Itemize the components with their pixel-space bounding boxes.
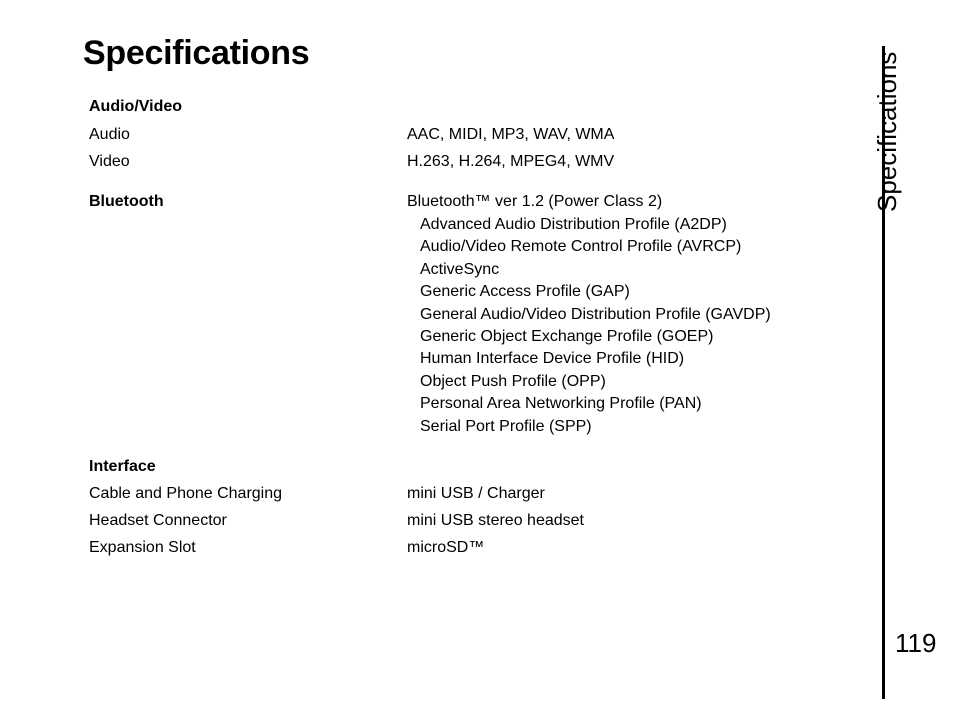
page-number: 119 bbox=[895, 628, 937, 658]
page-title: Specifications bbox=[83, 34, 310, 72]
bluetooth-profile-item: Generic Object Exchange Profile (GOEP) bbox=[420, 328, 714, 345]
section-heading-bluetooth: Bluetooth bbox=[89, 193, 164, 210]
spec-label-expansion-slot: Expansion Slot bbox=[89, 539, 196, 556]
bluetooth-profile-item: Serial Port Profile (SPP) bbox=[420, 418, 592, 435]
spec-value-headset-connector: mini USB stereo headset bbox=[407, 512, 584, 529]
section-heading-interface: Interface bbox=[89, 458, 156, 475]
section-heading-audio-video: Audio/Video bbox=[89, 98, 183, 115]
bluetooth-profile-item: Personal Area Networking Profile (PAN) bbox=[420, 395, 702, 412]
spec-label-audio: Audio bbox=[89, 126, 130, 143]
spec-label-cable-charging: Cable and Phone Charging bbox=[89, 485, 283, 502]
spec-label-video: Video bbox=[89, 153, 130, 170]
side-section-title: Specifications bbox=[872, 51, 902, 212]
spec-value-audio: AAC, MIDI, MP3, WAV, WMA bbox=[407, 126, 615, 143]
bluetooth-profile-item: Advanced Audio Distribution Profile (A2DP) bbox=[420, 216, 727, 233]
spec-value-bluetooth: Bluetooth™ ver 1.2 (Power Class 2) bbox=[407, 193, 663, 210]
spec-label-headset-connector: Headset Connector bbox=[89, 512, 227, 529]
bluetooth-profile-item: Object Push Profile (OPP) bbox=[420, 373, 606, 390]
bluetooth-profile-item: ActiveSync bbox=[420, 261, 500, 278]
bluetooth-profile-item: General Audio/Video Distribution Profile (GAVDP) bbox=[420, 306, 771, 323]
bluetooth-profile-item: Audio/Video Remote Control Profile (AVRCP) bbox=[420, 238, 742, 255]
bluetooth-profile-item: Human Interface Device Profile (HID) bbox=[420, 350, 685, 367]
spec-value-expansion-slot: microSD™ bbox=[407, 539, 485, 556]
spec-value-video: H.263, H.264, MPEG4, WMV bbox=[407, 153, 615, 170]
bluetooth-profile-item: Generic Access Profile (GAP) bbox=[420, 283, 630, 300]
spec-value-cable-charging: mini USB / Charger bbox=[407, 485, 545, 502]
